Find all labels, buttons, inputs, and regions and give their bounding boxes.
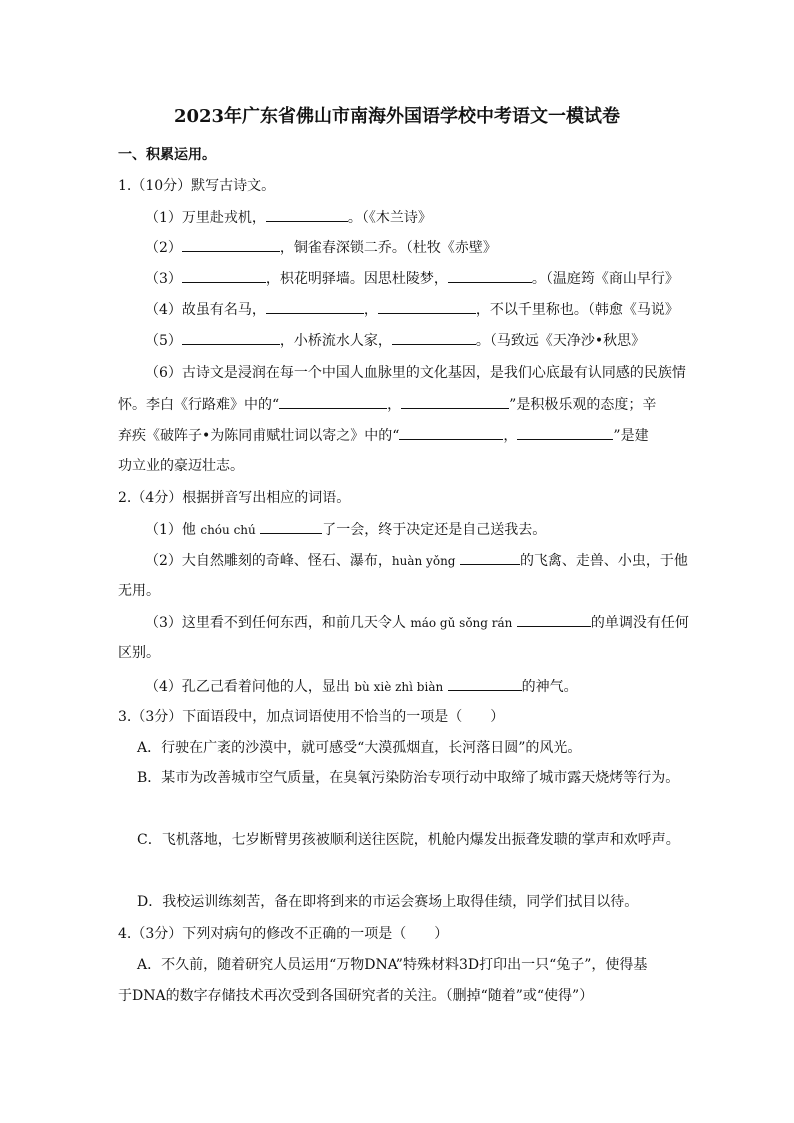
q1-item-6-line-3 xyxy=(118,425,649,446)
text: ，不以千里称也。（韩愈《马说》 xyxy=(475,302,679,318)
text: ， xyxy=(363,302,378,318)
q3-option-d[interactable]: D．我校运训练刻苦，备在即将到来的市运会赛场上取得佳绩，同学们拭目以待。 xyxy=(137,894,639,910)
text: （4）故虽有名马， xyxy=(145,302,266,318)
text: ，小桥流水人家， xyxy=(279,333,392,349)
page-title: 2023年广东省佛山市南海外国语学校中考语文一模试卷 xyxy=(173,106,621,127)
text: （5） xyxy=(145,333,182,349)
q2-item-3-cont: 区别。 xyxy=(118,645,160,661)
q1-item-6-line-2 xyxy=(118,394,656,415)
answer-blank[interactable] xyxy=(460,550,520,565)
pinyin: bù xiè zhì biàn xyxy=(354,680,444,694)
text: 的飞禽、走兽、小虫，于他 xyxy=(519,553,688,569)
text: 的单调没有任何 xyxy=(590,615,689,631)
answer-blank[interactable] xyxy=(517,425,613,440)
answer-blank[interactable] xyxy=(182,330,280,345)
text: （3） xyxy=(145,271,182,287)
answer-blank[interactable] xyxy=(517,612,591,627)
answer-blank[interactable] xyxy=(399,425,503,440)
answer-blank[interactable] xyxy=(182,237,280,252)
q1-item-3 xyxy=(145,268,679,289)
text: （2）大自然雕刻的奇峰、怪石、瀑布， xyxy=(145,553,392,569)
q2-item-2-cont: 无用。 xyxy=(118,583,160,599)
question-4-stem: 4.（3分）下列对病句的修改不正确的一项是（ ） xyxy=(118,926,449,942)
text: ”是建 xyxy=(613,428,649,444)
q2-item-1 xyxy=(145,519,546,540)
answer-blank[interactable] xyxy=(392,330,476,345)
q1-item-2 xyxy=(145,237,497,258)
answer-blank[interactable] xyxy=(260,519,322,534)
q2-item-2 xyxy=(145,550,688,571)
text: ，枳花明驿墙。因思杜陵梦， xyxy=(265,271,448,287)
q2-item-4 xyxy=(145,676,578,697)
answer-blank[interactable] xyxy=(448,676,522,691)
q1-item-6-line-1: （6）古诗文是浸润在每一个中国人血脉里的文化基因，是我们心底最有认同感的民族情 xyxy=(145,365,686,381)
text: 。（马致远《天净沙•秋思》 xyxy=(475,333,646,349)
answer-blank[interactable] xyxy=(266,207,348,222)
text: ， xyxy=(387,397,402,413)
pinyin: huàn yǒng xyxy=(391,554,456,568)
text: 弃疾《破阵子•为陈同甫赋壮词以寄之》中的“ xyxy=(118,428,400,444)
q3-option-a[interactable]: A．行驶在广袤的沙漠中，就可感受“大漠孤烟直，长河落日圆”的风光。 xyxy=(137,740,582,756)
question-3-stem: 3.（3分）下面语段中，加点词语使用不恰当的一项是（ ） xyxy=(118,709,505,725)
q3-option-b[interactable]: B．某市为改善城市空气质量，在臭氧污染防治专项行动中取缔了城市露天烧烤等行为。 xyxy=(137,770,680,786)
pinyin: máo gǔ sǒng rán xyxy=(410,616,513,630)
text: ”是积极乐观的态度；辛 xyxy=(509,397,657,413)
q1-item-5 xyxy=(145,330,645,351)
q1-item-6-line-4: 功立业的豪迈壮志。 xyxy=(118,458,244,474)
section-heading: 一、积累运用。 xyxy=(118,147,216,163)
q4-option-a-line-1[interactable]: A．不久前，随着研究人员运用“万物DNA”特殊材料3D打印出一只“兔子”，使得基 xyxy=(137,957,648,973)
answer-blank[interactable] xyxy=(401,394,509,409)
text: （2） xyxy=(145,240,182,256)
answer-blank[interactable] xyxy=(266,299,364,314)
answer-blank[interactable] xyxy=(279,394,387,409)
text: ， xyxy=(503,428,518,444)
answer-blank[interactable] xyxy=(182,268,266,283)
q2-item-3 xyxy=(145,612,689,633)
pinyin: chóu chú xyxy=(200,523,256,537)
text: 。（《木兰诗》 xyxy=(347,210,432,226)
text: 了一会，终于决定还是自己送我去。 xyxy=(322,522,547,538)
question-1-stem: 1.（10分）默写古诗文。 xyxy=(118,178,276,194)
text: （4）孔乙己看着问他的人，显出 xyxy=(145,679,355,695)
text: （3）这里看不到任何东西，和前几天令人 xyxy=(145,615,411,631)
text: ，铜雀春深锁二乔。（杜牧《赤壁》 xyxy=(279,240,497,256)
q3-option-c[interactable]: C．飞机落地，七岁断臂男孩被顺利送往医院，机舱内爆发出振聋发聩的掌声和欢呼声。 xyxy=(137,832,680,848)
text: 的神气。 xyxy=(521,679,578,695)
text: （1）他 xyxy=(145,522,201,538)
text: （1）万里赴戎机， xyxy=(145,210,266,226)
q4-option-a-line-2: 于DNA的数字存储技术再次受到各国研究者的关注。（删掉“随着”或“使得”） xyxy=(118,988,594,1004)
answer-blank[interactable] xyxy=(378,299,476,314)
answer-blank[interactable] xyxy=(448,268,532,283)
q1-item-1 xyxy=(145,207,432,228)
q1-item-4 xyxy=(145,299,679,320)
question-2-stem: 2.（4分）根据拼音写出相应的词语。 xyxy=(118,490,351,506)
text: 。（温庭筠《商山早行》 xyxy=(531,271,679,287)
text: 怀。李白《行路难》中的“ xyxy=(118,397,280,413)
